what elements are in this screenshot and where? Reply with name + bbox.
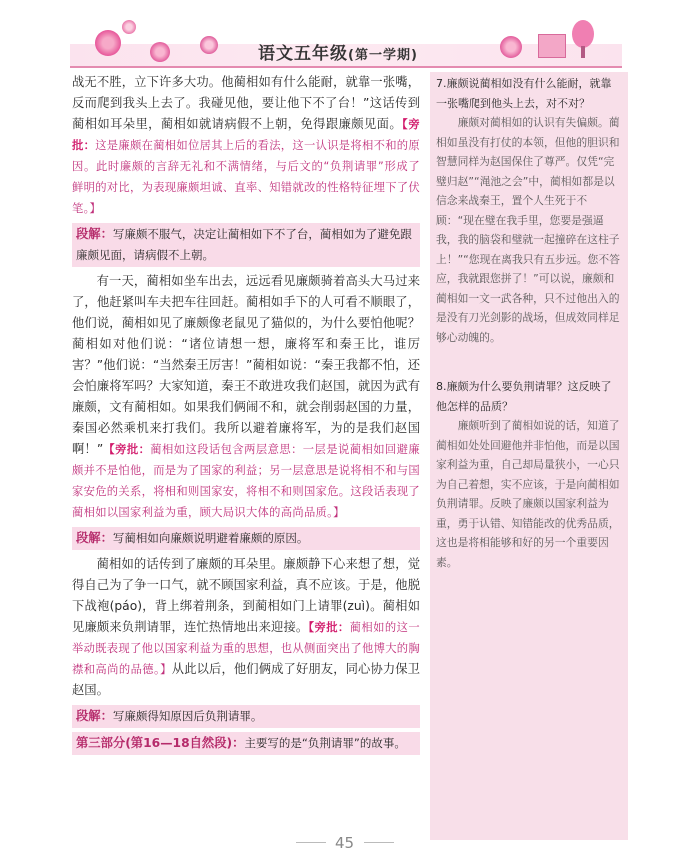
paragraph-explanation-box: 段解：写廉颇不服气，决定让蔺相如下不了台，蔺相如为了避免跟廉颇见面，请病假不上朝。 [72,223,420,267]
flower-decoration-icon [500,36,522,58]
tree-trunk [581,46,585,58]
page-header [0,0,689,70]
paragraph: 有一天，蔺相如坐车出去，远远看见廉颇骑着高头大马过来了，他赶紧叫车夫把车往回赶。蔺相如手下的人可看不顺眼了，他们说，蔺相如见了廉颇像老鼠见了猫似的，为什么要怕他呢？蔺相如对他们说：“诸位请想一想，廉将军和秦王比，谁厉害？”他们说：“当然秦王厉害！”蔺相如说：“秦王我都不怕，还会怕廉将军吗？大家知道，秦王不敢进攻我们赵国，就因为武有廉颇，文有蔺相如。如果我们俩闹不和，就会削弱赵国的力量，秦国必然乘机来打我们。我所以避着廉将军，为的是我们赵国啊！”【旁批：蔺相如这段话包含两层意思：一层是说蔺相如回避廉颇并不是怕他，而是为了国家的利益；另一层意思是说将相不和与国家安危的关系，将相和则国家安，将相不和则国家危。这段话表现了蔺相如以国家利益为重，顾大局识大体的高尚品质。】 [72,274,420,519]
flower-decoration-icon [200,36,218,54]
flower-decoration-icon [150,42,170,62]
flower-decoration-icon [122,20,136,34]
side-question-column [430,72,628,840]
paragraph-explanation-box: 段解：写蔺相如向廉颇说明避着廉颇的原因。 [72,527,420,550]
house-icon [538,34,566,58]
section-summary-box: 第三部分(第16—18自然段)：主要写的是“负荆请罪”的故事。 [72,732,420,755]
page-number: 45 [334,834,355,852]
page-title: 语文五年级(第一学期) [258,44,418,64]
tree-icon [572,20,594,48]
paragraph: 蔺相如的话传到了廉颇的耳朵里。廉颇静下心来想了想，觉得自己为了争一口气，就不顾国家利益，真不应该。于是，他脱下战袍(páo)，背上绑着荆条，到蔺相如门上请罪(zuì)。蔺相如见廉颇来负荆请罪，连忙热情地出来迎接。【旁批：蔺相如的这一举动既表现了他以国家利益为重的思想，也从侧面突出了他博大的胸襟和高尚的品德。】从此以后，他们俩成了好朋友，同心协力保卫赵国。 [72,557,420,697]
question-7: 7.廉颇说蔺相如没有什么能耐，就靠一张嘴爬到他头上去，对不对？ [436,77,612,110]
footer-rule-right [364,842,394,843]
answer-7: 廉颇对蔺相如的认识有失偏颇。蔺相如虽没有打仗的本领，但他的胆识和智慧同样为赵国保住了尊严。仅凭“完璧归赵”“渑池之会”中，蔺相如都是以信念来战秦王，置个人生死于不顾：“现在璧在我手里，您要是强逼我，我的脑袋和璧就一起撞碎在这柱子上！”“您现在离我只有五步远。您不答应，我就跟您拼了！”可以说，廉颇和蔺相如一文一武各种，只不过他出入的是没有刀光剑影的战场，但成效同样足够心动魄的。 [436,116,620,344]
flower-decoration-icon [95,30,121,56]
question-8: 8.廉颇为什么要负荆请罪？这反映了他怎样的品质？ [436,380,612,413]
main-column [72,72,420,759]
paragraph-explanation-box: 段解：写廉颇得知原因后负荆请罪。 [72,705,420,728]
answer-8: 廉颇听到了蔺相如说的话，知道了蔺相如处处回避他并非怕他，而是以国家利益为重，自己却局量狭小，一心只为自己着想，实不应该，于是向蔺相如负荆请罪。反映了廉颇以国家利益为重，勇于认错、知错能改的优秀品质，这也是将相能够和好的另一个重要因素。 [436,419,620,569]
paragraph: 战无不胜，立下许多大功。他蔺相如有什么能耐，就靠一张嘴，反而爬到我头上去了。我碰见他，要让他下不了台！”这话传到蔺相如耳朵里，蔺相如就请病假不上朝，免得跟廉颇见面。【旁批：这是廉颇在蔺相如位居其上后的看法，这一认识是将相不和的原因。此时廉颇的言辞无礼和不满情绪，与后文的“负荆请罪”形成了鲜明的对比，为表现廉颇坦诚、直率、知错就改的性格特征埋下了伏笔。】 [72,75,420,215]
